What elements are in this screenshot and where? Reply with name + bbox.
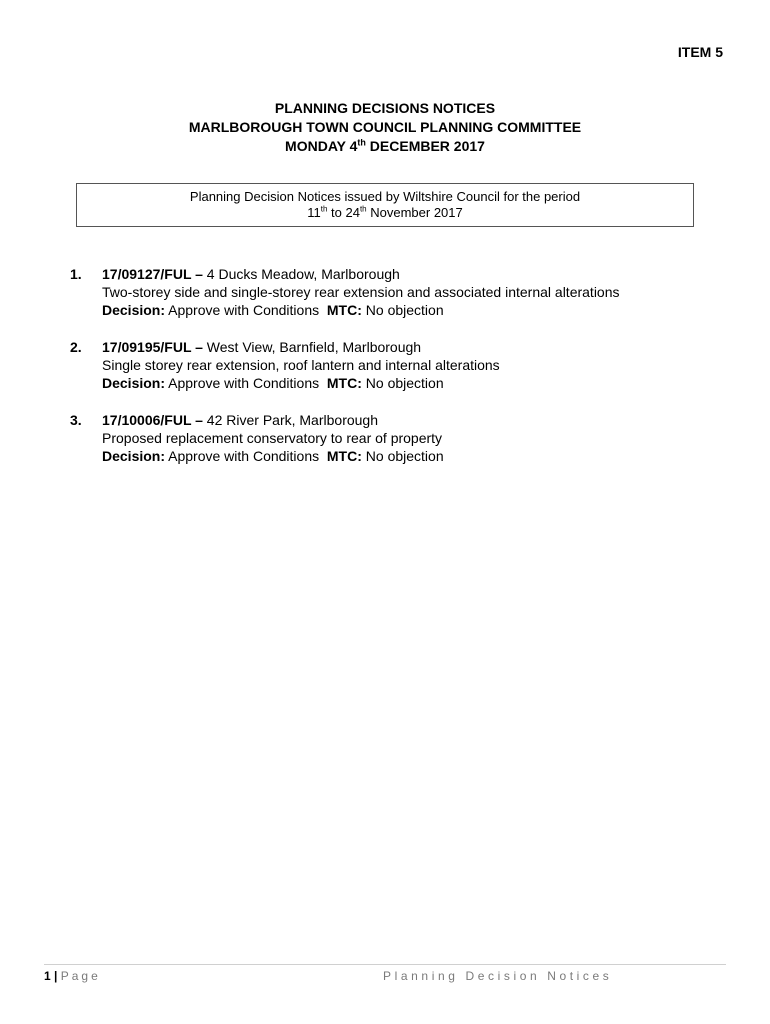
page-separator: |	[50, 969, 61, 983]
decision-item	[0, 411, 770, 465]
page-number: 1	[44, 969, 51, 983]
period-from-day: 11	[307, 205, 321, 220]
period-description: Planning Decision Notices issued by Wiltshire Council for the period	[189, 189, 581, 204]
page-word: Page	[60, 969, 101, 983]
item-label: ITEM 5	[677, 44, 723, 60]
page-title: PLANNING DECISIONS NOTICES	[274, 100, 496, 116]
period-end: November 2017	[366, 205, 463, 220]
page-title-block	[0, 99, 770, 156]
page-footer	[44, 964, 726, 983]
application-description: Single storey rear extension, roof lantern and internal alterations	[102, 357, 500, 373]
decision-heading	[102, 411, 770, 429]
mtc-value: No objection	[361, 375, 444, 391]
period-dates	[77, 205, 693, 221]
footer-doc-title: Planning Decision Notices	[383, 969, 613, 983]
mtc-value: No objection	[361, 448, 444, 464]
decision-number: 3.	[70, 412, 82, 428]
application-ref: 17/10006/FUL –	[102, 412, 203, 428]
decision-number: 1.	[70, 266, 82, 282]
decision-item	[0, 338, 770, 392]
meeting-date-sup: th	[357, 137, 366, 148]
period-box	[76, 183, 694, 227]
mtc-label: MTC:	[326, 448, 362, 464]
decision-heading	[102, 338, 770, 356]
meeting-date	[0, 137, 770, 156]
period-mid: to 24	[327, 205, 360, 220]
decision-list	[0, 265, 770, 484]
decision-label: Decision:	[102, 302, 166, 318]
decision-value: Approve with Conditions	[165, 375, 327, 391]
application-ref: 17/09195/FUL –	[102, 339, 203, 355]
decision-value: Approve with Conditions	[165, 448, 327, 464]
decision-line	[102, 447, 770, 465]
committee-title: MARLBOROUGH TOWN COUNCIL PLANNING COMMITTEE	[188, 119, 582, 135]
application-description: Proposed replacement conservatory to rear of property	[102, 430, 443, 446]
application-address: 4 Ducks Meadow, Marlborough	[202, 266, 400, 282]
decision-number: 2.	[70, 339, 82, 355]
decision-label: Decision:	[102, 448, 166, 464]
application-address: 42 River Park, Marlborough	[202, 412, 378, 428]
application-ref: 17/09127/FUL –	[102, 266, 203, 282]
application-description: Two-storey side and single-storey rear extension and associated internal alterations	[102, 284, 620, 300]
decision-item	[0, 265, 770, 319]
mtc-label: MTC:	[326, 302, 362, 318]
mtc-value: No objection	[361, 302, 444, 318]
period-to-sup: th	[359, 204, 367, 214]
page-indicator	[44, 968, 101, 984]
application-address: West View, Barnfield, Marlborough	[202, 339, 422, 355]
meeting-date-pre: MONDAY 4	[285, 138, 358, 154]
mtc-label: MTC:	[326, 375, 362, 391]
decision-line	[102, 301, 770, 319]
meeting-date-post: DECEMBER 2017	[365, 138, 485, 154]
period-from-sup: th	[320, 204, 328, 214]
decision-value: Approve with Conditions	[165, 302, 327, 318]
decision-line	[102, 374, 770, 392]
decision-heading	[102, 265, 770, 283]
decision-label: Decision:	[102, 375, 166, 391]
